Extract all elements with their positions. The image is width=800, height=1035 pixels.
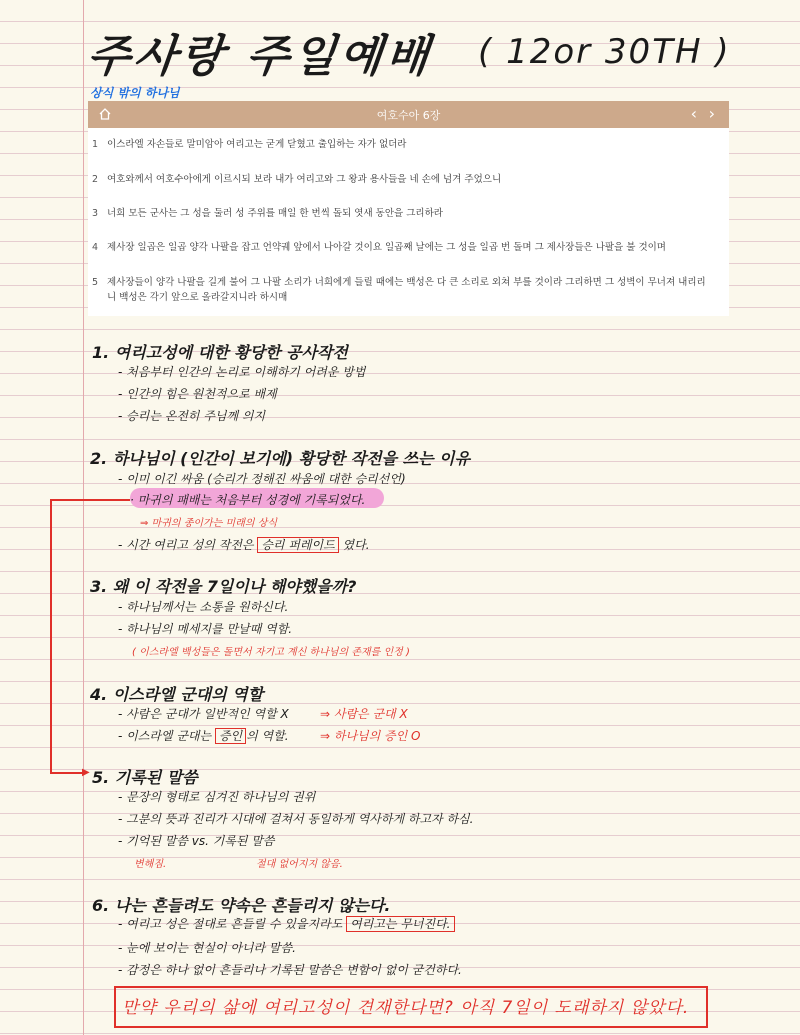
section-1-heading: 1. 여리고성에 대한 황당한 공사작전 — [92, 343, 348, 362]
s1-item-3: - 승리는 온전히 주님께 의지 — [118, 409, 266, 423]
s5-item-3: - 기억된 말씀 vs. 기록된 말씀 — [118, 834, 275, 848]
verse-2: 2 여호와께서 여호수아에게 이르시되 보라 내가 여리고와 그 왕과 용사들을 네 손에 넘겨 주었으니 — [92, 174, 502, 185]
chevron-left-icon[interactable]: ‹ — [690, 104, 697, 123]
verse-1: 1 이스라엘 자손들로 말미암아 여리고는 굳게 닫혔고 출입하는 자가 없더라 — [92, 139, 407, 150]
section-4-heading: 4. 이스라엘 군대의 역할 — [90, 685, 264, 704]
s2-item-3: - 시간 여리고 성의 작전은 승리 퍼레이드 였다. — [118, 538, 370, 552]
verse-3: 3 너희 모든 군사는 그 성을 둘러 성 주위를 매일 한 번씩 돌되 엿새 동안을 그리하라 — [92, 208, 443, 219]
conclusion-text: 만약 우리의 삶에 여리고성이 견재한다면? 아직 7일이 도래하지 않았다. — [122, 998, 690, 1018]
s1-item-2: - 인간의 힘은 원천적으로 배제 — [118, 387, 277, 401]
s6-item-2: - 눈에 보이는 현실이 아니라 말씀. — [118, 941, 296, 955]
arrow-head-icon: ▶ — [82, 767, 90, 778]
passage-title: 여호수아 6장 — [376, 109, 441, 122]
connector-line — [50, 772, 85, 774]
s4-item-1-note: ⇒ 사람은 군대 X — [320, 707, 408, 721]
s3-item-1: - 하나님께서는 소통을 원하신다. — [118, 600, 289, 614]
s6-item-3: - 감정은 하나 없이 흔들리나 기록된 말씀은 변함이 없이 굳건하다. — [118, 963, 462, 977]
s4-item-2: - 이스라엘 군대는 증인 의 역할. — [118, 729, 289, 743]
section-6-heading: 6. 나는 흔들려도 약속은 흔들리지 않는다. — [92, 896, 391, 915]
section-3-heading: 3. 왜 이 작전을 7일이나 해야했을까? — [90, 577, 357, 596]
chevron-right-icon[interactable]: › — [708, 104, 715, 123]
bible-passage-panel — [88, 101, 729, 316]
sermon-subtitle: 상식 밖의 하나님 — [90, 86, 180, 100]
connector-line — [50, 499, 130, 501]
s2-boxed-phrase: 승리 퍼레이드 — [257, 537, 338, 553]
s5-item-1: - 문장의 형태로 심겨진 하나님의 권위 — [118, 790, 316, 804]
date-label: ( 12or 30TH ) — [478, 32, 731, 72]
s4-boxed-word: 증인 — [215, 728, 246, 744]
s4-item-1: - 사람은 군대가 일반적인 역할 X — [118, 707, 289, 721]
s5-note-left: 변해짐. — [134, 859, 167, 870]
panel-header — [88, 101, 729, 128]
verse-4: 4 제사장 일곱은 일곱 양각 나팔을 잡고 언약궤 앞에서 나아갈 것이요 일곱째 날에는 그 성을 일곱 번 돌며 그 제사장들은 나팔을 불 것이며 — [92, 242, 666, 253]
verse-5: 5 제사장들이 양각 나팔을 길게 불어 그 나팔 소리가 너희에게 들릴 때에는 백성은 다 큰 소리로 외쳐 부를 것이라 그리하면 그 성벽이 무너져 내리리니 백성은 각기 앞으로 올라갈지니라 하시매 — [92, 277, 706, 303]
section-2-heading: 2. 하나님이 (인간이 보기에) 황당한 작전을 쓰는 이유 — [90, 449, 470, 468]
s2-item-2: · 마귀의 패배는 처음부터 성경에 기록되었다. — [130, 493, 366, 507]
margin-line — [83, 0, 84, 1035]
s3-note: ( 이스라엘 백성들은 돌면서 자기고 계신 하나님의 존재를 인정 ) — [132, 647, 410, 658]
connector-line — [50, 499, 52, 773]
page-title: 주사랑 주일예배 — [84, 31, 436, 82]
s5-note-right: 절대 없어지지 않음. — [256, 859, 343, 870]
s6-boxed-phrase: 여리고는 무너진다. — [346, 916, 454, 932]
s4-item-2-note: ⇒ 하나님의 증인 O — [320, 729, 421, 743]
section-5-heading: 5. 기록된 말씀 — [92, 768, 198, 787]
s6-item-1: - 여리고 성은 절대로 흔들릴 수 있을지라도 여리고는 무너진다. — [118, 915, 455, 932]
s5-item-2: - 그분의 뜻과 진리가 시대에 걸쳐서 동일하게 역사하게 하고자 하심. — [118, 812, 474, 826]
s2-item-1: - 이미 이긴 싸움 (승리가 정해진 싸움에 대한 승리선언) — [118, 472, 406, 486]
s1-item-1: - 처음부터 인간의 논리로 이해하기 어려운 방법 — [118, 365, 366, 379]
s2-note: ⇒ 마귀의 종이가는 미래의 상식 — [140, 518, 278, 529]
s3-item-2: - 하나님의 메세지를 만날때 역함. — [118, 622, 293, 636]
